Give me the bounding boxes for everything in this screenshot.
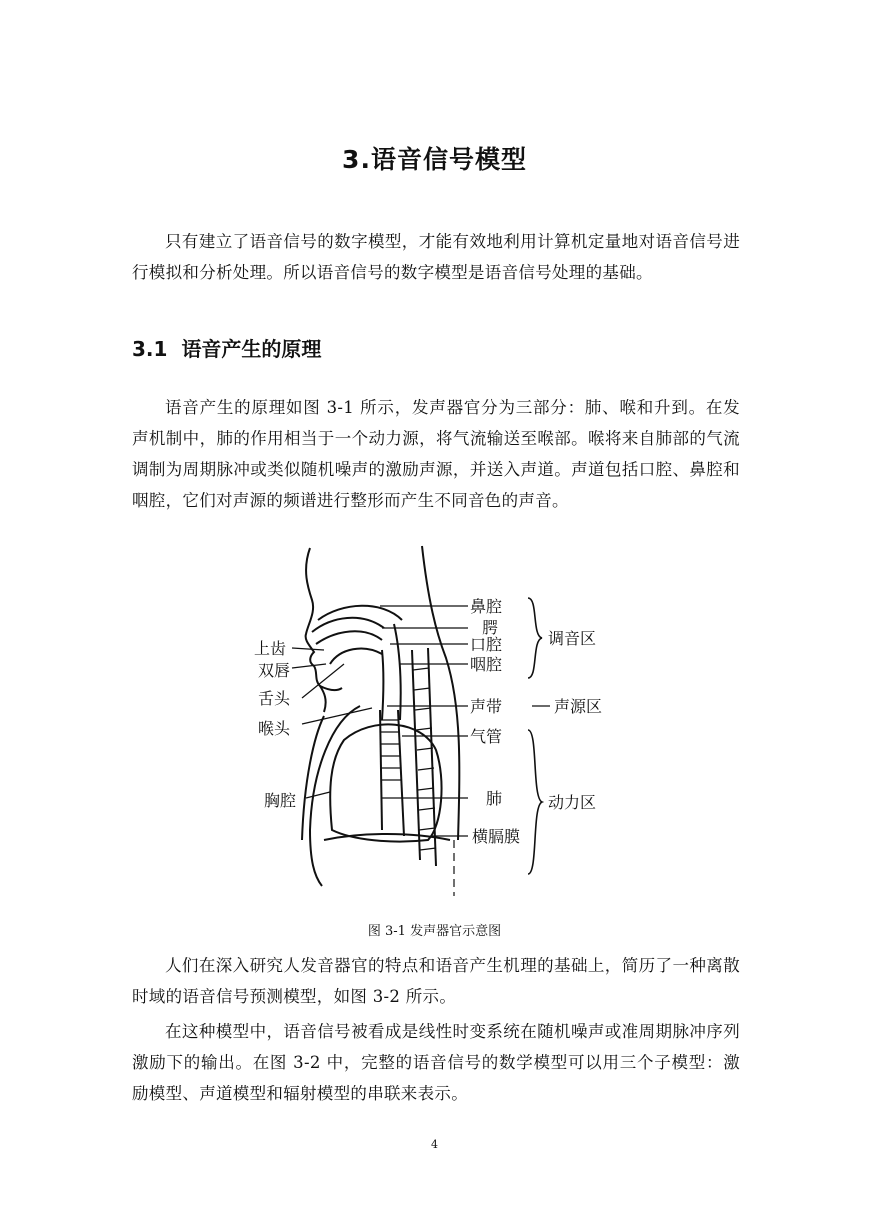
section-paragraph: 语音产生的原理如图 3-1 所示，发声器官分为三部分：肺、喉和升到。在发声机制中，肺的作用相当于一个动力源，将气流输送至喉部。喉将来自肺部的气流调制为周期脉冲或类似随机噪声的激励声源，并送入声道。声道包括口腔、鼻腔和咽腔，它们对声源的频谱进行整形而产生不同音色的声音。 — [132, 398, 740, 510]
label-pharynx: 咽腔 — [470, 655, 503, 674]
label-oral-cavity: 口腔 — [470, 635, 503, 654]
label-tongue: 舌头 — [258, 689, 291, 708]
body-paragraph-1: 人们在深入研究人发音器官的特点和语音产生机理的基础上，简历了一种离散时域的语音信号预测模型，如图 3-2 所示。 — [132, 956, 740, 1006]
region-source: 声源区 — [554, 697, 603, 716]
vocal-organ-diagram — [232, 540, 632, 910]
label-chest: 胸腔 — [264, 791, 297, 810]
section-heading — [132, 333, 321, 362]
page-number: 4 — [431, 1138, 438, 1151]
label-lips: 双唇 — [258, 661, 291, 680]
label-palate: 腭 — [482, 618, 499, 637]
body-paragraph-2: 在这种模型中，语音信号被看成是线性时变系统在随机噪声或准周期脉冲序列激励下的输出。在图 3-2 中，完整的语音信号的数学模型可以用三个子模型：激励模型、声道模型和辐射模型的串联来表示。 — [132, 1022, 740, 1103]
section-number: 3.1 — [132, 337, 168, 361]
label-lung: 肺 — [486, 789, 503, 808]
region-articulation: 调音区 — [548, 629, 597, 648]
chapter-title: 3.语音信号模型 — [342, 145, 527, 174]
intro-paragraph: 只有建立了语音信号的数字模型，才能有效地利用计算机定量地对语音信号进行模拟和分析处理。所以语音信号的数字模型是语音信号处理的基础。 — [132, 232, 740, 282]
label-vocal-cords: 声带 — [470, 697, 503, 716]
label-larynx: 喉头 — [258, 719, 291, 738]
figure-caption: 图 3-1 发声器官示意图 — [367, 924, 502, 939]
vocal-organ-figure — [232, 540, 632, 910]
region-power: 动力区 — [548, 793, 597, 812]
label-nasal-cavity: 鼻腔 — [470, 597, 503, 616]
label-diaphragm: 横膈膜 — [472, 827, 521, 846]
label-trachea: 气管 — [470, 727, 503, 746]
section-title: 语音产生的原理 — [181, 337, 322, 361]
label-upper-teeth: 上齿 — [254, 639, 287, 658]
